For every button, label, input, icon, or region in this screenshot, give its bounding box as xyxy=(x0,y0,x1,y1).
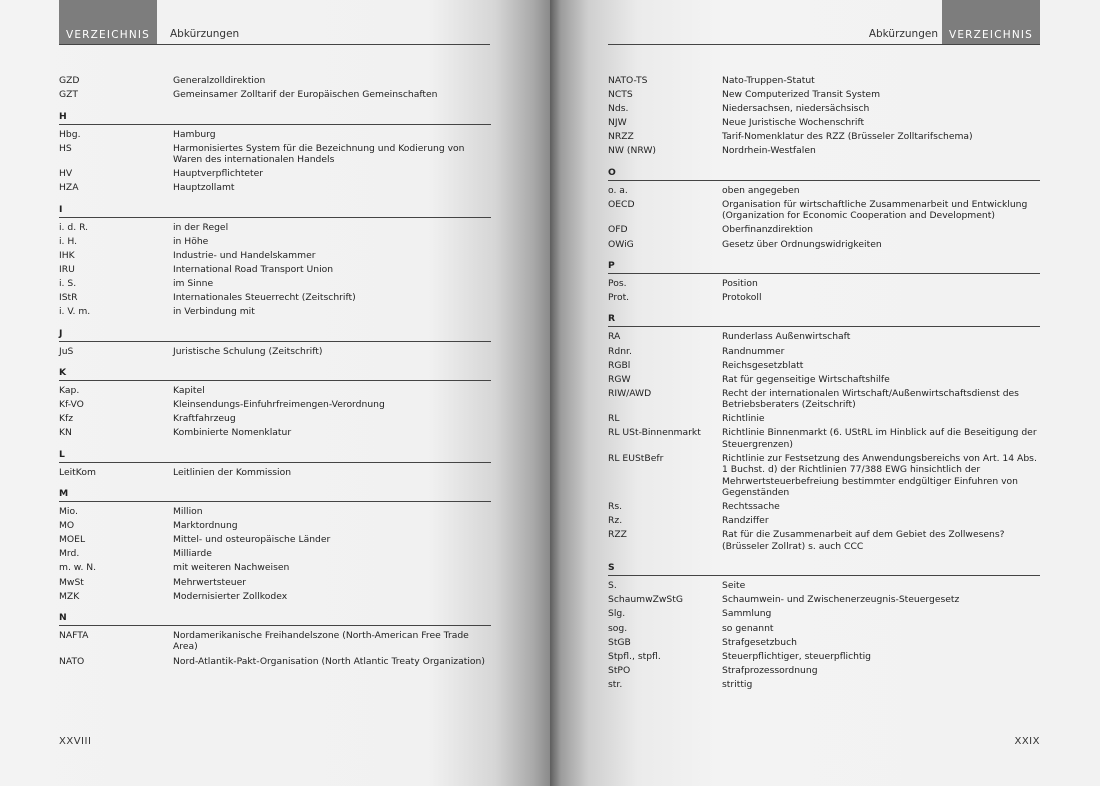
abbreviation-term: MOEL xyxy=(59,534,86,546)
abbreviation-entry xyxy=(59,591,491,602)
abbreviation-entry xyxy=(608,103,1040,114)
abbreviation-term: NJW xyxy=(608,117,627,129)
abbreviation-definition: Seite xyxy=(722,580,746,592)
section-tab: VERZEICHNIS xyxy=(59,0,157,45)
abbreviation-entry xyxy=(59,236,491,247)
abbreviation-entry xyxy=(608,623,1040,634)
abbreviation-term: NATO xyxy=(59,655,85,667)
abbreviation-definition: Gesetz über Ordnungswidrigkeiten xyxy=(722,238,882,250)
abbreviation-definition: Runderlass Außenwirtschaft xyxy=(722,331,851,343)
abbreviation-definition: Randnummer xyxy=(722,345,785,357)
abbreviation-term: KN xyxy=(59,427,72,439)
abbreviation-definition: Organisation für wirtschaftliche Zusammenarbeit und Entwicklung (Organization for Economic Cooperation and Development) xyxy=(722,198,1028,222)
abbreviation-entry xyxy=(59,346,491,357)
abbreviation-entry xyxy=(608,89,1040,100)
abbreviation-definition: in Höhe xyxy=(173,235,209,247)
abbreviation-term: i. H. xyxy=(59,235,78,247)
abbreviation-term: OWiG xyxy=(608,238,634,250)
letter-section xyxy=(59,488,491,602)
abbreviation-definition: Kapitel xyxy=(173,384,205,396)
abbreviation-definition: Rat für gegenseitige Wirtschaftshilfe xyxy=(722,373,890,385)
abbreviation-entry xyxy=(608,117,1040,128)
abbreviation-term: SchaumwZwStG xyxy=(608,594,683,606)
abbreviation-entry xyxy=(59,292,491,303)
abbreviation-term: HV xyxy=(59,168,73,180)
page-number: XXIX xyxy=(1014,736,1040,747)
abbreviation-definition: Strafprozessordnung xyxy=(722,664,818,676)
abbreviation-entry xyxy=(608,346,1040,357)
abbreviation-entry xyxy=(59,143,491,166)
abbreviation-term: m. w. N. xyxy=(59,562,97,574)
abbreviation-definition: Milliarde xyxy=(173,548,212,560)
abbreviation-term: HZA xyxy=(59,182,79,194)
abbreviation-term: LeitKom xyxy=(59,466,96,478)
abbreviation-definition: Position xyxy=(722,277,758,289)
abbreviation-term: S. xyxy=(608,580,617,592)
abbreviation-entry xyxy=(59,250,491,261)
abbreviation-entry xyxy=(59,129,491,140)
abbreviation-definition: Richtlinie zur Festsetzung des Anwendungsbereichs von Art. 14 Abs. 1 Buchst. d) der Richtlinien 77/388 EWG hinsichtlich der Mehrwertsteuerbefreiung bestimmter endgültiger Einfuhren von Gegenständen xyxy=(722,452,1037,499)
abbreviation-term: RL EUStBefr xyxy=(608,452,664,464)
abbreviation-term: RL USt-Binnenmarkt xyxy=(608,427,701,439)
abbreviation-entry xyxy=(608,292,1040,303)
abbreviation-term: RGBl xyxy=(608,359,631,371)
abbreviation-definition: Hamburg xyxy=(173,128,216,140)
abbreviation-definition: Oberfinanzdirektion xyxy=(722,224,813,236)
abbreviation-entry xyxy=(59,630,491,653)
abbreviation-entry xyxy=(608,224,1040,235)
abbreviation-list xyxy=(608,75,1040,693)
letter-section xyxy=(608,562,1040,690)
letter-section xyxy=(59,328,491,357)
abbreviation-definition: Modernisierter Zollkodex xyxy=(173,590,288,602)
abbreviation-entry xyxy=(608,651,1040,662)
abbreviation-definition: New Computerized Transit System xyxy=(722,89,881,101)
abbreviation-term: RGW xyxy=(608,373,631,385)
abbreviation-entry xyxy=(608,515,1040,526)
abbreviation-term: Kf-VO xyxy=(59,399,84,411)
abbreviation-term: MwSt xyxy=(59,576,84,588)
abbreviation-entry xyxy=(59,413,491,424)
letter-section xyxy=(59,449,491,478)
abbreviation-definition: Tarif-Nomenklatur des RZZ (Brüsseler Zolltarifschema) xyxy=(722,131,973,143)
abbreviation-definition: Gemeinsamer Zolltarif der Europäischen Gemeinschaften xyxy=(173,89,438,101)
abbreviation-definition: Leitlinien der Kommission xyxy=(173,466,292,478)
abbreviation-definition: Schaumwein- und Zwischenerzeugnis-Steuergesetz xyxy=(722,594,960,606)
abbreviation-term: o. a. xyxy=(608,184,628,196)
abbreviation-definition: oben angegeben xyxy=(722,184,800,196)
abbreviation-entry xyxy=(608,374,1040,385)
abbreviation-entry xyxy=(608,360,1040,371)
abbreviation-definition: Rechtssache xyxy=(722,501,780,513)
abbreviation-term: RL xyxy=(608,413,620,425)
abbreviation-entry xyxy=(608,594,1040,605)
abbreviation-term: NRZZ xyxy=(608,131,634,143)
abbreviation-entry xyxy=(608,608,1040,619)
abbreviation-definition: Recht der internationalen Wirtschaft/Außenwirtschaftsdienst des Betriebsberaters (Zeitschrift) xyxy=(722,387,1019,411)
abbreviation-definition: Richtlinie xyxy=(722,413,765,425)
abbreviation-definition: Nordamerikanische Freihandelszone (North-American Free Trade Area) xyxy=(173,630,469,653)
abbreviation-entry xyxy=(608,529,1040,552)
page-header-title: Abkürzungen xyxy=(170,28,240,40)
abbreviation-definition: Nato-Truppen-Statut xyxy=(722,75,815,86)
abbreviation-term: NAFTA xyxy=(59,630,89,642)
abbreviation-entry xyxy=(59,534,491,545)
abbreviation-entry xyxy=(608,75,1040,86)
abbreviation-entry xyxy=(608,580,1040,591)
abbreviation-term: Pos. xyxy=(608,277,627,289)
abbreviation-term: Mio. xyxy=(59,506,78,518)
abbreviation-term: OECD xyxy=(608,198,635,210)
abbreviation-entry xyxy=(608,665,1040,676)
abbreviation-term: MZK xyxy=(59,590,80,602)
letter-section xyxy=(608,260,1040,304)
abbreviation-entry xyxy=(59,75,491,86)
abbreviation-entry xyxy=(59,562,491,573)
abbreviation-definition: Steuerpflichtiger, steuerpflichtig xyxy=(722,650,871,662)
abbreviation-entry xyxy=(59,656,491,667)
abbreviation-term: Prot. xyxy=(608,292,630,304)
abbreviation-entry xyxy=(59,577,491,588)
abbreviation-entry xyxy=(608,239,1040,250)
abbreviation-definition: in Verbindung mit xyxy=(173,306,255,318)
abbreviation-entry xyxy=(608,185,1040,196)
abbreviation-term: NATO-TS xyxy=(608,75,648,86)
abbreviation-definition: Rat für die Zusammenarbeit auf dem Gebiet des Zollwesens? (Brüsseler Zollrat) s. auch CCC xyxy=(722,529,1005,552)
abbreviation-entry xyxy=(59,89,491,100)
section-letter-heading: S xyxy=(608,562,1040,576)
abbreviation-definition: im Sinne xyxy=(173,277,214,289)
abbreviation-entry xyxy=(608,679,1040,690)
letter-section xyxy=(59,204,491,318)
abbreviation-definition: Harmonisiertes System für die Bezeichnung und Kodierung von Waren des internationalen Handels xyxy=(173,142,465,165)
section-letter-heading: I xyxy=(59,204,491,218)
section-letter-heading: K xyxy=(59,367,491,381)
abbreviation-entry xyxy=(59,427,491,438)
abbreviation-definition: Mittel- und osteuropäische Länder xyxy=(173,534,331,546)
abbreviation-term: NCTS xyxy=(608,89,633,101)
abbreviation-term: sog. xyxy=(608,622,628,634)
abbreviation-term: Mrd. xyxy=(59,548,80,560)
abbreviation-term: str. xyxy=(608,678,623,690)
abbreviation-definition: Juristische Schulung (Zeitschrift) xyxy=(173,345,323,357)
letter-section xyxy=(608,167,1040,250)
abbreviation-definition: Protokoll xyxy=(722,292,762,304)
header-rule xyxy=(608,44,1040,45)
abbreviation-definition: Richtlinie Binnenmarkt (6. UStRL im Hinblick auf die Beseitigung der Steuergrenzen) xyxy=(722,427,1037,450)
abbreviation-entry xyxy=(608,331,1040,342)
abbreviation-definition: Sammlung xyxy=(722,608,772,620)
abbreviation-term: Nds. xyxy=(608,103,629,115)
abbreviation-definition: Kleinsendungs-Einfuhrfreimengen-Verordnung xyxy=(173,399,385,411)
abbreviation-entry xyxy=(59,278,491,289)
abbreviation-entry xyxy=(59,168,491,179)
abbreviation-definition: Niedersachsen, niedersächsisch xyxy=(722,103,870,115)
abbreviation-definition: Industrie- und Handelskammer xyxy=(173,249,316,261)
page-number: XXVIII xyxy=(59,736,92,747)
abbreviation-entry xyxy=(59,520,491,531)
abbreviation-definition: Strafgesetzbuch xyxy=(722,636,797,648)
abbreviation-definition: so genannt xyxy=(722,622,774,634)
abbreviation-term: Rz. xyxy=(608,515,623,527)
abbreviation-term: Slg. xyxy=(608,608,626,620)
abbreviation-term: Stpfl., stpfl. xyxy=(608,650,661,662)
abbreviation-entry xyxy=(59,548,491,559)
section-letter-heading: L xyxy=(59,449,491,463)
abbreviation-term: Hbg. xyxy=(59,128,81,140)
section-letter-heading: M xyxy=(59,488,491,502)
abbreviation-term: StPO xyxy=(608,664,631,676)
abbreviation-term: IStR xyxy=(59,292,78,304)
abbreviation-term: IHK xyxy=(59,249,75,261)
abbreviation-entry xyxy=(608,637,1040,648)
abbreviation-term: RZZ xyxy=(608,529,627,541)
abbreviation-term: IRU xyxy=(59,263,75,275)
abbreviation-term: JuS xyxy=(59,345,74,357)
abbreviation-definition: mit weiteren Nachweisen xyxy=(173,562,290,574)
letter-section xyxy=(59,367,491,439)
abbreviation-term: Rs. xyxy=(608,501,623,513)
abbreviation-definition: Million xyxy=(173,506,203,518)
abbreviation-definition: strittig xyxy=(722,678,753,690)
abbreviation-definition: Nord-Atlantik-Pakt-Organisation (North Atlantic Treaty Organization) xyxy=(173,655,485,667)
abbreviation-entry xyxy=(608,388,1040,411)
abbreviation-term: Rdnr. xyxy=(608,345,632,357)
abbreviation-definition: Nordrhein-Westfalen xyxy=(722,145,816,157)
abbreviation-entry xyxy=(608,453,1040,499)
abbreviation-definition: Hauptverpflichteter xyxy=(173,168,263,180)
page-header-title: Abkürzungen xyxy=(868,28,938,40)
abbreviation-list xyxy=(59,75,491,670)
abbreviation-entry xyxy=(608,199,1040,222)
section-letter-heading: R xyxy=(608,313,1040,327)
section-tab: VERZEICHNIS xyxy=(942,0,1040,45)
abbreviation-entry xyxy=(59,385,491,396)
abbreviation-entry xyxy=(59,399,491,410)
abbreviation-entry xyxy=(608,145,1040,156)
abbreviation-definition: in der Regel xyxy=(173,221,229,233)
abbreviation-definition: Kombinierte Nomenklatur xyxy=(173,427,292,439)
abbreviation-term: i. S. xyxy=(59,277,77,289)
abbreviation-definition: International Road Transport Union xyxy=(173,263,334,275)
abbreviation-definition: Generalzolldirektion xyxy=(173,75,266,86)
abbreviation-entry xyxy=(59,264,491,275)
right-page xyxy=(550,0,1100,786)
header-rule xyxy=(59,44,490,45)
abbreviation-entry xyxy=(608,131,1040,142)
abbreviation-entry xyxy=(608,278,1040,289)
abbreviation-term: i. d. R. xyxy=(59,221,89,233)
abbreviation-definition: Mehrwertsteuer xyxy=(173,576,247,588)
section-letter-heading: P xyxy=(608,260,1040,274)
abbreviation-definition: Kraftfahrzeug xyxy=(173,413,236,425)
abbreviation-term: Kap. xyxy=(59,384,80,396)
abbreviation-definition: Internationales Steuerrecht (Zeitschrift) xyxy=(173,292,356,304)
abbreviation-term: MO xyxy=(59,520,75,532)
abbreviation-term: HS xyxy=(59,142,72,154)
abbreviation-term: GZT xyxy=(59,89,79,101)
abbreviation-entry xyxy=(59,467,491,478)
letter-section xyxy=(59,612,491,667)
abbreviation-definition: Marktordnung xyxy=(173,520,238,532)
abbreviation-term: GZD xyxy=(59,75,80,86)
abbreviation-entry xyxy=(608,427,1040,450)
abbreviation-definition: Reichsgesetzblatt xyxy=(722,359,804,371)
section-letter-heading: N xyxy=(59,612,491,626)
section-letter-heading: J xyxy=(59,328,491,342)
abbreviation-term: RIW/AWD xyxy=(608,387,652,399)
abbreviation-entry xyxy=(608,413,1040,424)
section-letter-heading: O xyxy=(608,167,1040,181)
abbreviation-entry xyxy=(59,506,491,517)
abbreviation-definition: Neue Juristische Wochenschrift xyxy=(722,117,865,129)
abbreviation-entry xyxy=(59,222,491,233)
abbreviation-entry xyxy=(608,501,1040,512)
abbreviation-entry xyxy=(59,306,491,317)
section-letter-heading: H xyxy=(59,111,491,125)
abbreviation-term: RA xyxy=(608,331,621,343)
abbreviation-term: OFD xyxy=(608,224,628,236)
abbreviation-term: Kfz xyxy=(59,413,74,425)
letter-section xyxy=(608,313,1040,552)
letter-section xyxy=(59,111,491,194)
abbreviation-entry xyxy=(59,182,491,193)
abbreviation-term: i. V. m. xyxy=(59,306,91,318)
abbreviation-term: StGB xyxy=(608,636,631,648)
abbreviation-definition: Hauptzollamt xyxy=(173,182,235,194)
abbreviation-definition: Randziffer xyxy=(722,515,769,527)
abbreviation-term: NW (NRW) xyxy=(608,145,657,157)
